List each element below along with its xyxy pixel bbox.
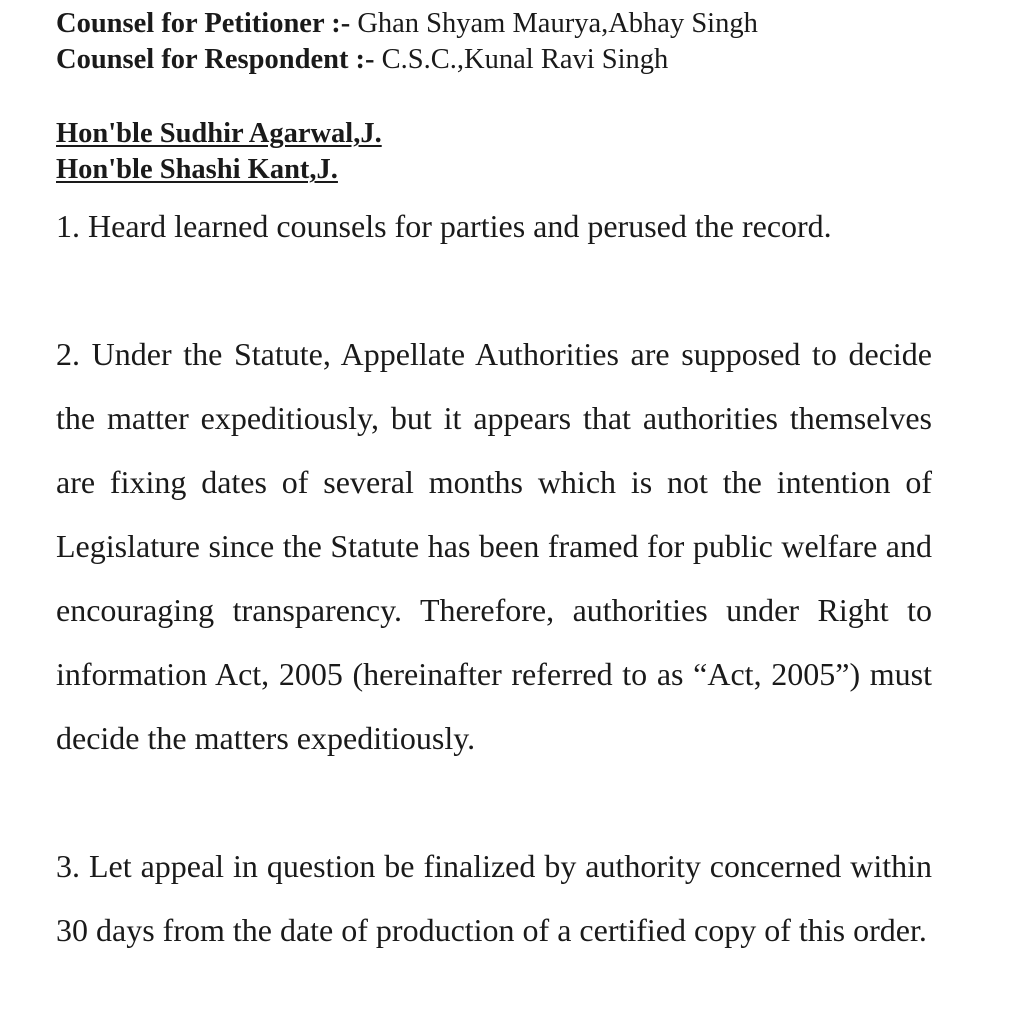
order-paragraph-2: 2. Under the Statute, Appellate Authorities are supposed to decide the matter expeditiously, but it appears that authorities themselves are fixing dates of several months which is not the intention of Legislature since the Statute has been framed for public welfare and encouraging transparency. Therefore, authorities under Right to information Act, 2005 (hereinafter referred to as “Act, 2005”) must decide the matters expeditiously. (56, 336, 932, 756)
counsel-petitioner-value: Ghan Shyam Maurya,Abhay Singh (350, 8, 758, 39)
order-paragraph-1: 1. Heard learned counsels for parties and perused the record. (56, 208, 832, 244)
order-paragraph-3: 3. Let appeal in question be finalized by authority concerned within 30 days from the date of production of a certified copy of this order. (56, 848, 932, 948)
counsel-petitioner-label: Counsel for Petitioner :- (56, 8, 351, 39)
counsel-petitioner-line (56, 7, 758, 41)
judge-name: Hon'ble Sudhir Agarwal,J. (56, 118, 382, 149)
counsel-respondent-value: C.S.C.,Kunal Ravi Singh (374, 44, 669, 75)
counsel-respondent-line (56, 43, 668, 77)
document-page (56, 0, 932, 1024)
counsel-respondent-label: Counsel for Respondent :- (56, 44, 375, 75)
judge-name: Hon'ble Shashi Kant,J. (56, 154, 338, 185)
